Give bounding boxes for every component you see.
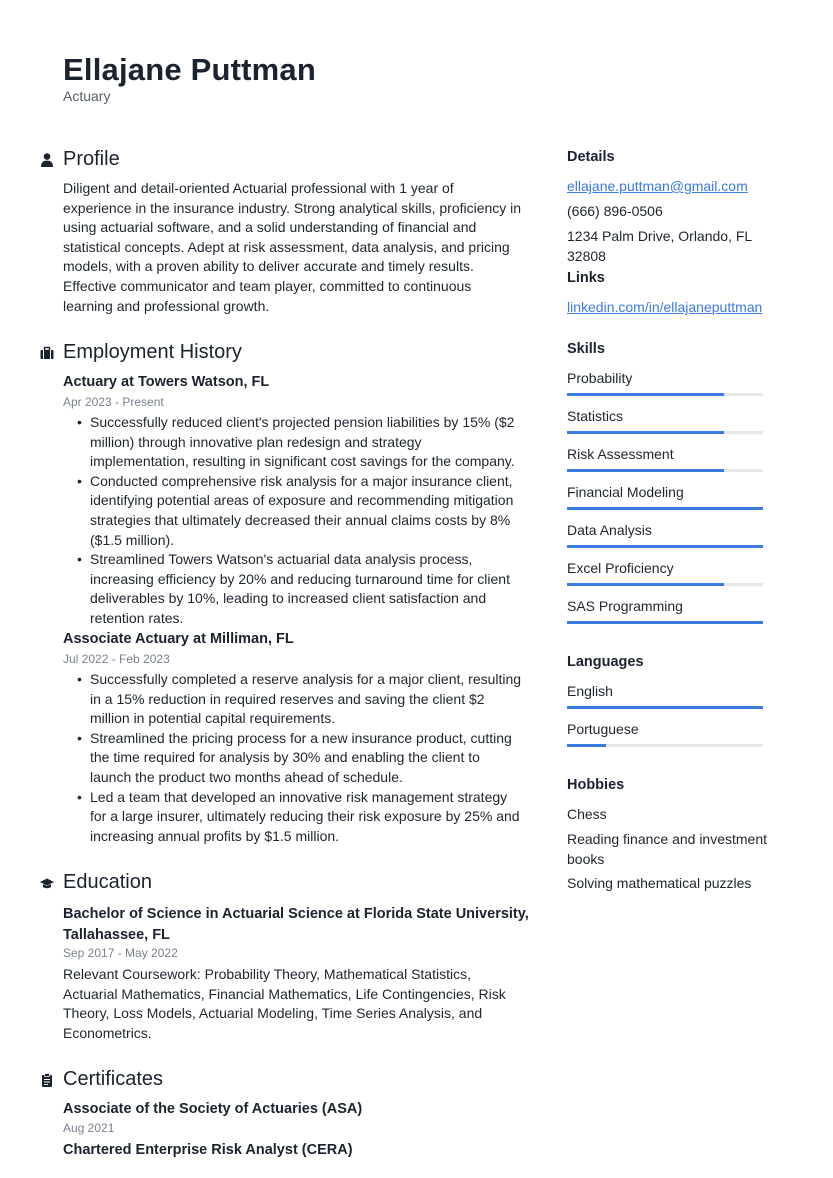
phone: (666) 896-0506	[567, 203, 663, 219]
skill-level-bar	[567, 621, 763, 624]
list-item: • Streamlined Towers Watson's actuarial data analysis process, increasing efficiency by 20% and reducing turnaround time for client deliverables by 10%, leading to increased client satisfaction and retention rates.	[90, 550, 523, 628]
profile-text: Diligent and detail-oriented Actuarial professional with 1 year of experience in the insurance industry. Strong analytical skills, proficiency in using actuarial software, and a solid understanding of financial and statistical concepts. Adept at risk assessment, data analysis, and pricing models, with a proven ability to deliver accurate and timely results. Effective communicator and team player, committed to continuous learning and professional growth.	[63, 180, 522, 314]
certificate-title: Chartered Enterprise Risk Analyst (CERA)	[63, 1142, 353, 1158]
job-title: Associate Actuary at Milliman, FL	[63, 631, 294, 647]
education-dates: Sep 2017 - May 2022	[63, 946, 178, 960]
languages-heading: Languages	[567, 654, 644, 670]
skill-level-fill	[567, 545, 763, 548]
candidate-name: Ellajane Puttman	[63, 52, 316, 87]
list-item: • Streamlined the pricing process for a new insurance product, cutting the time required for analysis by 30% and enabling the client to launch the product two months ahead of schedule.	[90, 729, 523, 788]
language-name: Portuguese	[567, 721, 639, 737]
skill-name: Data Analysis	[567, 522, 652, 538]
skill-level-fill	[567, 393, 724, 396]
skill-level-fill	[567, 621, 763, 624]
skill-level-bar	[567, 469, 763, 472]
email-row	[567, 177, 787, 197]
job-dates: Apr 2023 - Present	[63, 395, 164, 409]
details-heading: Details	[567, 149, 615, 165]
certificate-title: Associate of the Society of Actuaries (ASA)	[63, 1101, 363, 1117]
job-bullets	[63, 670, 523, 846]
skill-name: Financial Modeling	[567, 484, 684, 500]
skill-level-fill	[567, 469, 724, 472]
skill-name: SAS Programming	[567, 598, 683, 614]
skill-level-fill	[567, 507, 763, 510]
skill-level-bar	[567, 393, 763, 396]
hobby-item: Reading finance and investment books	[567, 831, 768, 867]
skill-name: Statistics	[567, 408, 624, 424]
skill-level-fill	[567, 583, 724, 586]
certificates-heading: Certificates	[63, 1068, 164, 1090]
language-name: English	[567, 683, 613, 699]
hobby-item: Chess	[567, 806, 607, 822]
skill-level-bar	[567, 431, 763, 434]
graduation-cap-icon	[40, 876, 54, 890]
skill-level-bar	[567, 545, 763, 548]
skill-name: Risk Assessment	[567, 446, 674, 462]
language-level-bar	[567, 744, 763, 747]
language-level-bar	[567, 706, 763, 709]
education-title: Bachelor of Science in Actuarial Science at Florida State University, Tallahassee, FL	[63, 906, 529, 943]
skill-level-fill	[567, 431, 724, 434]
list-item: • Successfully reduced client's projected pension liabilities by 15% ($2 million) through innovative plan redesign and strategy implementation, resulting in significant cost savings for the company.	[90, 413, 523, 472]
education-heading: Education	[63, 871, 152, 893]
skills-heading: Skills	[567, 341, 605, 357]
job-title: Actuary at Towers Watson, FL	[63, 374, 270, 390]
linkedin-row	[567, 298, 787, 318]
skill-level-bar	[567, 507, 763, 510]
skill-level-bar	[567, 583, 763, 586]
list-item: • Conducted comprehensive risk analysis for a major insurance client, identifying potential areas of exposure and recommending mitigation strategies that ultimately decreased their annual claims costs by 8% ($1.5 million).	[90, 472, 523, 550]
profile-heading: Profile	[63, 148, 120, 170]
job-dates: Jul 2022 - Feb 2023	[63, 652, 170, 666]
job-bullets	[63, 413, 523, 629]
certificate-date: Aug 2021	[63, 1121, 115, 1135]
person-icon	[40, 153, 54, 167]
language-level-fill	[567, 706, 763, 709]
list-item: • Successfully completed a reserve analysis for a major client, resulting in a 15% reduction in required reserves and saving the client $2 million in potential capital requirements.	[90, 670, 523, 729]
clipboard-icon	[40, 1073, 54, 1087]
linkedin-link[interactable]: linkedin.com/in/ellajaneputtman	[567, 299, 763, 315]
briefcase-icon	[40, 346, 54, 360]
list-item: • Led a team that developed an innovative risk management strategy for a large insurer, ultimately reducing their risk exposure by 25% and increasing annual profits by $1.5 million.	[90, 788, 523, 847]
candidate-title: Actuary	[63, 88, 111, 104]
links-heading: Links	[567, 270, 605, 286]
address: 1234 Palm Drive, Orlando, FL 32808	[567, 228, 752, 264]
email-link[interactable]: ellajane.puttman@gmail.com	[567, 178, 748, 194]
skill-name: Probability	[567, 370, 633, 386]
employment-heading: Employment History	[63, 341, 242, 363]
hobby-item: Solving mathematical puzzles	[567, 875, 752, 891]
hobbies-heading: Hobbies	[567, 777, 625, 793]
education-text: Relevant Coursework: Probability Theory, Mathematical Statistics, Actuarial Mathematics, Financial Mathematics, Life Contingencies, Risk Theory, Loss Models, Actuarial Modeling, Time Series Analysis, and Econometrics.	[63, 966, 506, 1041]
language-level-fill	[567, 744, 606, 747]
skill-name: Excel Proficiency	[567, 560, 674, 576]
